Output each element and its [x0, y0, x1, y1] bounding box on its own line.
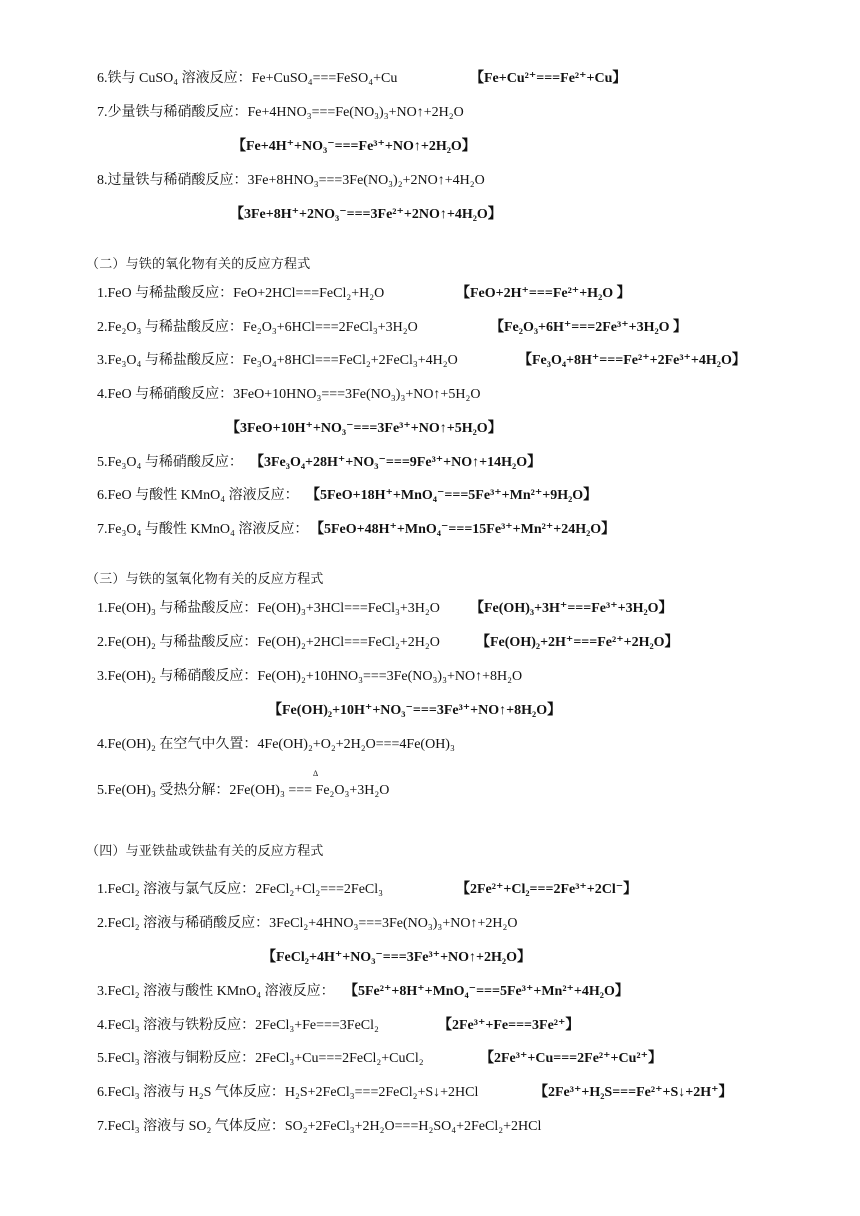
oxide-reaction-1-ionic: 【FeO+2H⁺===Fe²⁺+H₂O 】	[456, 286, 631, 301]
salt-reaction-4-equation: 4.FeCl₃ 溶液与铁粉反应：2FeCl₃+Fe===3FeCl₂	[97, 1018, 379, 1033]
salt-reaction-4-ionic: 【2Fe³⁺+Fe===3Fe²⁺】	[438, 1018, 580, 1033]
reaction-8-ionic: 【3Fe+8H⁺+2NO₃⁻===3Fe²⁺+2NO↑+4H₂O】	[230, 207, 502, 222]
oxide-reaction-2-equation: 2.Fe₂O₃ 与稀盐酸反应：Fe₂O₃+6HCl===2FeCl₃+3H₂O	[97, 320, 418, 335]
reaction-6-ionic: 【Fe+Cu²⁺===Fe²⁺+Cu】	[470, 71, 627, 86]
reaction-8-equation: 8.过量铁与稀硝酸反应：3Fe+8HNO₃===3Fe(NO₃)₂+2NO↑+4H₂O	[97, 173, 485, 188]
heat-symbol: Δ	[313, 769, 319, 778]
salt-reaction-6-equation: 6.FeCl₃ 溶液与 H₂S 气体反应：H₂S+2FeCl₃===2FeCl₂+S↓+2HCl	[97, 1085, 479, 1100]
salt-reaction-3-ionic: 【5Fe²⁺+8H⁺+MnO₄⁻===5Fe³⁺+Mn²⁺+4H₂O】	[344, 984, 629, 999]
salt-reaction-6-ionic: 【2Fe³⁺+H₂S===Fe²⁺+S↓+2H⁺】	[534, 1085, 733, 1100]
salt-reaction-1-ionic: 【2Fe²⁺+Cl₂===2Fe³⁺+2Cl⁻】	[456, 882, 638, 897]
salt-reaction-7-equation: 7.FeCl₃ 溶液与 SO₂ 气体反应：SO₂+2FeCl₃+2H₂O===H₂SO₄+2FeCl₂+2HCl	[97, 1119, 542, 1134]
section-heading-salts: （四）与亚铁盐或铁盐有关的反应方程式	[86, 844, 324, 859]
oxide-reaction-7-label: 7.Fe₃O₄ 与酸性 KMnO₄ 溶液反应：	[97, 522, 309, 537]
salt-reaction-2-equation: 2.FeCl₂ 溶液与稀硝酸反应：3FeCl₂+4HNO₃===3Fe(NO₃)₃+NO↑+2H₂O	[97, 916, 518, 931]
section-heading-hydroxides: （三）与铁的氢氧化物有关的反应方程式	[86, 572, 324, 587]
oxide-reaction-1-equation: 1.FeO 与稀盐酸反应：FeO+2HCl===FeCl₂+H₂O	[97, 286, 385, 301]
hydroxide-reaction-3-ionic: 【Fe(OH)₂+10H⁺+NO₃⁻===3Fe³⁺+NO↑+8H₂O】	[268, 703, 562, 718]
oxide-reaction-6-label: 6.FeO 与酸性 KMnO₄ 溶液反应：	[97, 488, 299, 503]
oxide-reaction-3-equation: 3.Fe₃O₄ 与稀盐酸反应：Fe₃O₄+8HCl===FeCl₂+2FeCl₃+4H₂O	[97, 353, 458, 368]
oxide-reaction-4-equation: 4.FeO 与稀硝酸反应：3FeO+10HNO₃===3Fe(NO₃)₃+NO↑+5H₂O	[97, 387, 481, 402]
salt-reaction-3-label: 3.FeCl₂ 溶液与酸性 KMnO₄ 溶液反应：	[97, 984, 335, 999]
reaction-7-equation: 7.少量铁与稀硝酸反应：Fe+4HNO₃===Fe(NO₃)₃+NO↑+2H₂O	[97, 105, 464, 120]
oxide-reaction-5-ionic: 【3Fe₃O₄+28H⁺+NO₃⁻===9Fe³⁺+NO↑+14H₂O】	[250, 455, 542, 470]
reaction-7-ionic: 【Fe+4H⁺+NO₃⁻===Fe³⁺+NO↑+2H₂O】	[232, 139, 476, 154]
oxide-reaction-7-ionic: 【5FeO+48H⁺+MnO₄⁻===15Fe³⁺+Mn²⁺+24H₂O】	[310, 522, 616, 537]
hydroxide-reaction-4-equation: 4.Fe(OH)₂ 在空气中久置：4Fe(OH)₂+O₂+2H₂O===4Fe(OH)₃	[97, 737, 455, 752]
salt-reaction-5-equation: 5.FeCl₃ 溶液与铜粉反应：2FeCl₃+Cu===2FeCl₂+CuCl₂	[97, 1051, 424, 1066]
hydroxide-reaction-2-equation: 2.Fe(OH)₂ 与稀盐酸反应：Fe(OH)₂+2HCl===FeCl₂+2H₂O	[97, 635, 440, 650]
hydroxide-reaction-1-equation: 1.Fe(OH)₃ 与稀盐酸反应：Fe(OH)₃+3HCl===FeCl₃+3H₂O	[97, 601, 440, 616]
hydroxide-reaction-3-equation: 3.Fe(OH)₂ 与稀硝酸反应：Fe(OH)₂+10HNO₃===3Fe(NO₃)₃+NO↑+8H₂O	[97, 669, 523, 684]
reaction-6-equation: 6.铁与 CuSO₄ 溶液反应：Fe+CuSO₄===FeSO₄+Cu	[97, 71, 398, 86]
oxide-reaction-3-ionic: 【Fe₃O₄+8H⁺===Fe²⁺+2Fe³⁺+4H₂O】	[518, 353, 746, 368]
hydroxide-reaction-1-ionic: 【Fe(OH)₃+3H⁺===Fe³⁺+3H₂O】	[470, 601, 673, 616]
salt-reaction-5-ionic: 【2Fe³⁺+Cu===2Fe²⁺+Cu²⁺】	[480, 1051, 662, 1066]
salt-reaction-2-ionic: 【FeCl₂+4H⁺+NO₃⁻===3Fe³⁺+NO↑+2H₂O】	[262, 950, 532, 965]
section-heading-oxides: （二）与铁的氧化物有关的反应方程式	[86, 257, 311, 272]
salt-reaction-1-equation: 1.FeCl₂ 溶液与氯气反应：2FeCl₂+Cl₂===2FeCl₃	[97, 882, 384, 897]
oxide-reaction-6-ionic: 【5FeO+18H⁺+MnO₄⁻===5Fe³⁺+Mn²⁺+9H₂O】	[306, 488, 598, 503]
hydroxide-reaction-5-equation: 5.Fe(OH)₃ 受热分解：2Fe(OH)₃ === Fe₂O₃+3H₂O	[97, 783, 390, 798]
oxide-reaction-2-ionic: 【Fe₂O₃+6H⁺===2Fe³⁺+3H₂O 】	[490, 320, 688, 335]
oxide-reaction-4-ionic: 【3FeO+10H⁺+NO₃⁻===3Fe³⁺+NO↑+5H₂O】	[226, 421, 502, 436]
oxide-reaction-5-label: 5.Fe₃O₄ 与稀硝酸反应：	[97, 455, 243, 470]
hydroxide-reaction-2-ionic: 【Fe(OH)₂+2H⁺===Fe²⁺+2H₂O】	[476, 635, 679, 650]
